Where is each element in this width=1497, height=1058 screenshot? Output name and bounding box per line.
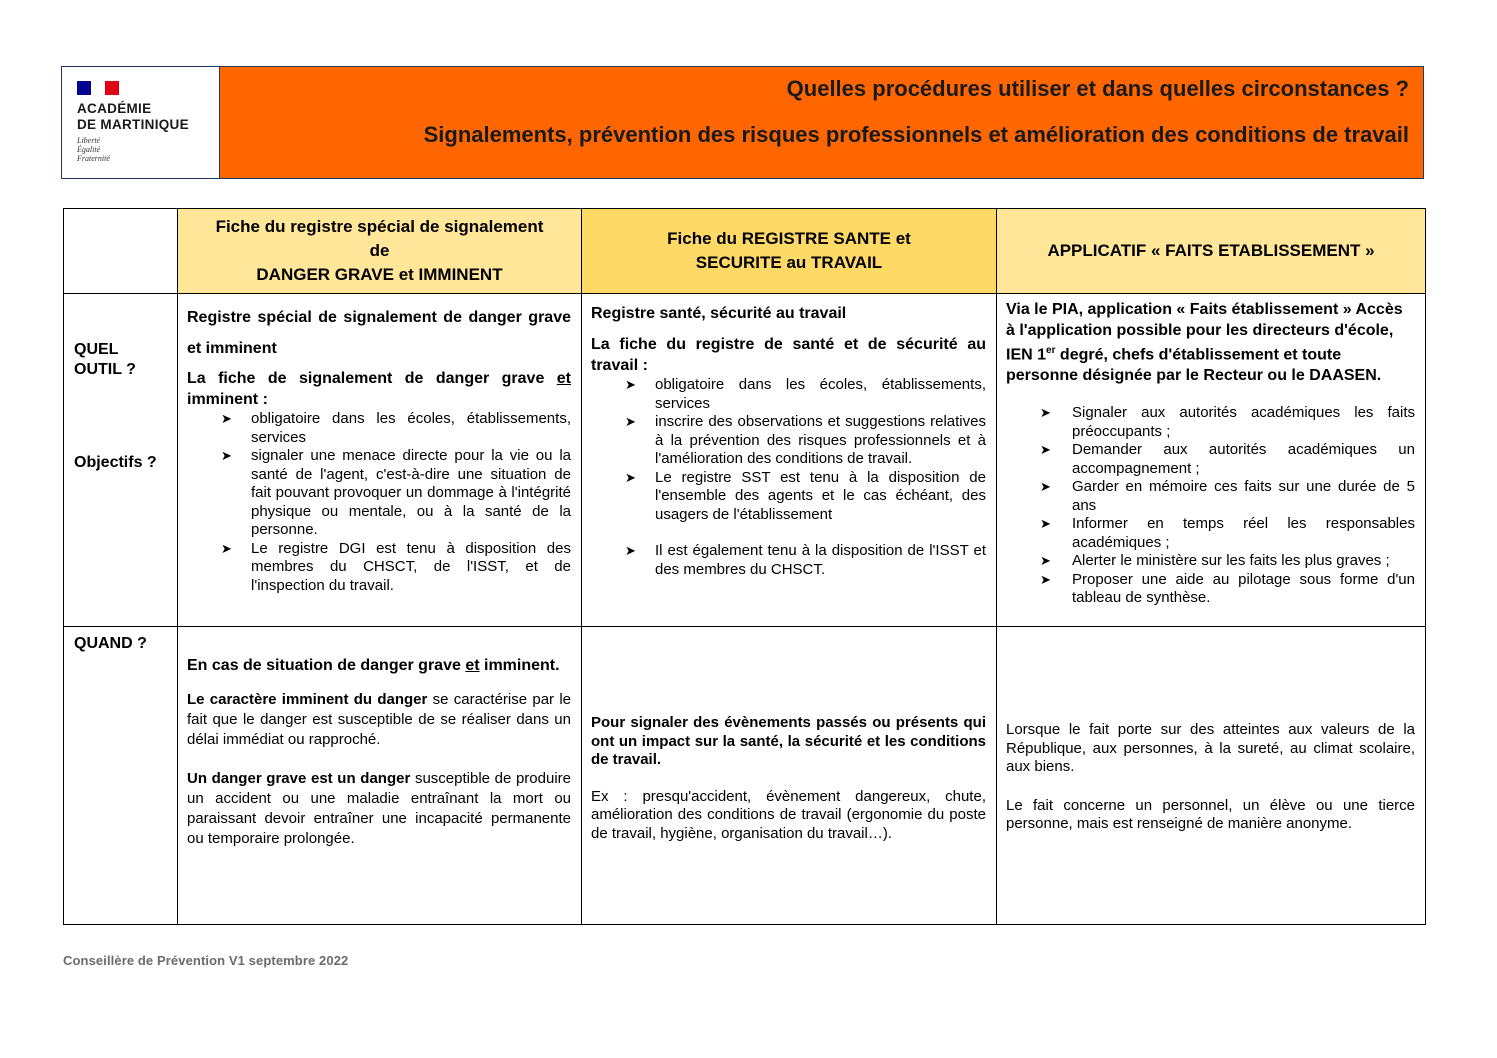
list-item: ➤ obligatoire dans les écoles, établissements, services [591,376,986,413]
faits-when-text: Lorsque le fait porte sur des atteintes aux valeurs de la République, aux personnes, à la sureté, au climat scolaire, aux biens. [1006,721,1415,775]
page-subtitle: Signalements, prévention des risques professionnels et amélioration des conditions de travail [423,122,1409,147]
dgi-tool-title: Registre spécial de signalement de danger grave et imminent [187,309,571,357]
row-label-outil [64,294,178,627]
dgi-objectives-list [187,410,571,595]
list-item: ➤ Le registre DGI est tenu à disposition des membres du CHSCT, de l'ISST, et de l'inspection du travail. [187,540,571,596]
logo-line-1: ACADÉMIE [77,101,152,116]
list-item: ➤ Signaler aux autorités académiques les faits préoccupants ; [1006,404,1415,441]
table-row-quand [64,627,1426,925]
list-item: ➤ Il est également tenu à la disposition de l'ISST et des membres du CHSCT. [591,542,986,579]
sst-when-text: Pour signaler des évènements passés ou présents qui ont un impact sur la santé, la sécurité et les conditions de travail. [591,714,986,768]
sst-examples: Ex : presqu'accident, évènement dangereux, chute, amélioration des conditions de travail (ergonomie du poste de travail, hygiène, organisation du travail…). [591,787,986,842]
sst-sheet-subtitle: La fiche du registre de santé et de sécurité au travail : [591,336,986,374]
table-row-outil [64,294,1426,627]
academy-logo [62,67,220,178]
row-label-quand [64,627,178,925]
list-item: ➤ obligatoire dans les écoles, établissements, services [187,410,571,447]
table-header-row [64,209,1426,294]
cell-dgi-outil [178,294,582,627]
list-item: ➤ signaler une menace directe pour la vie ou la santé de l'agent, c'est-à-dire une situation de fait pouvant provoquer un dommage à l'intégrité physique ou mentale, ou à la santé de la personne. [187,447,571,540]
list-item: ➤ inscrire des observations et suggestions relatives à la prévention des risques professionnels et à l'amélioration des conditions de travail. [591,413,986,469]
list-item: ➤ Alerter le ministère sur les faits les plus graves ; [1006,552,1415,571]
cell-sst-outil [582,294,997,627]
list-item: ➤ Garder en mémoire ces faits sur une durée de 5 ans [1006,478,1415,515]
list-item: ➤ Demander aux autorités académiques un accompagnement ; [1006,441,1415,478]
cell-faits-quand [997,627,1426,925]
logo-motto: Liberté Égalité Fraternité [77,136,110,163]
cell-faits-outil [997,294,1426,627]
logo-line-2: DE MARTINIQUE [77,117,189,132]
dgi-sheet-subtitle: La fiche de signalement de danger grave et imminent : [187,370,571,408]
header-empty-cell [64,209,178,294]
footer-note: Conseillère de Prévention V1 septembre 2022 [63,953,349,968]
label-quand: QUAND ? [74,635,147,652]
header-faits-etablissement: APPLICATIF « FAITS ETABLISSEMENT » [997,209,1426,294]
header-dgi: Fiche du registre spécial de signalement de DANGER GRAVE et IMMINENT [178,209,582,294]
faits-intro: Via le PIA, application « Faits établissement » Accès à l'application possible pour les directeurs d'école, IEN 1er degré, chefs d'établissement et toute personne désignée par le Recteur ou le DAASEN. [1006,301,1403,384]
cell-dgi-quand [178,627,582,925]
sst-objectives-list [591,376,986,579]
list-item: ➤ Informer en temps réel les responsables académiques ; [1006,515,1415,552]
dgi-grave-definition: Un danger grave est un danger susceptible de produire un accident ou une maladie entraînant la mort ou paraissant devoir entraîner une incapacité permanente ou temporaire prolongée. [187,770,572,847]
dgi-when-title: En cas de situation de danger grave et imminent. [187,657,560,674]
dgi-imminent-definition: Le caractère imminent du danger se caractérise par le fait que le danger est susceptible de se réaliser dans un délai immédiat ou rapproché. [187,691,571,748]
sst-tool-title: Registre santé, sécurité au travail [591,305,847,322]
faits-anonymity-note: Le fait concerne un personnel, un élève ou une tierce personne, mais est renseigné de manière anonyme. [1006,796,1415,832]
header-sst: Fiche du REGISTRE SANTE et SECURITE au TRAVAIL [582,209,997,294]
title-area [220,67,1423,178]
label-objectifs: Objectifs ? [74,454,157,471]
procedures-table [63,208,1426,925]
page-title: Quelles procédures utiliser et dans quelles circonstances ? [786,76,1409,101]
label-quel-outil: QUEL OUTIL ? [74,341,136,378]
french-flag-icon [77,81,119,95]
cell-sst-quand [582,627,997,925]
list-item: ➤ Proposer une aide au pilotage sous forme d'un tableau de synthèse. [1006,571,1415,608]
header-banner [61,66,1424,179]
list-item: ➤ Le registre SST est tenu à la disposition de l'ensemble des agents et le cas échéant, des usagers de l'établissement [591,469,986,525]
faits-objectives-list [1006,404,1415,608]
